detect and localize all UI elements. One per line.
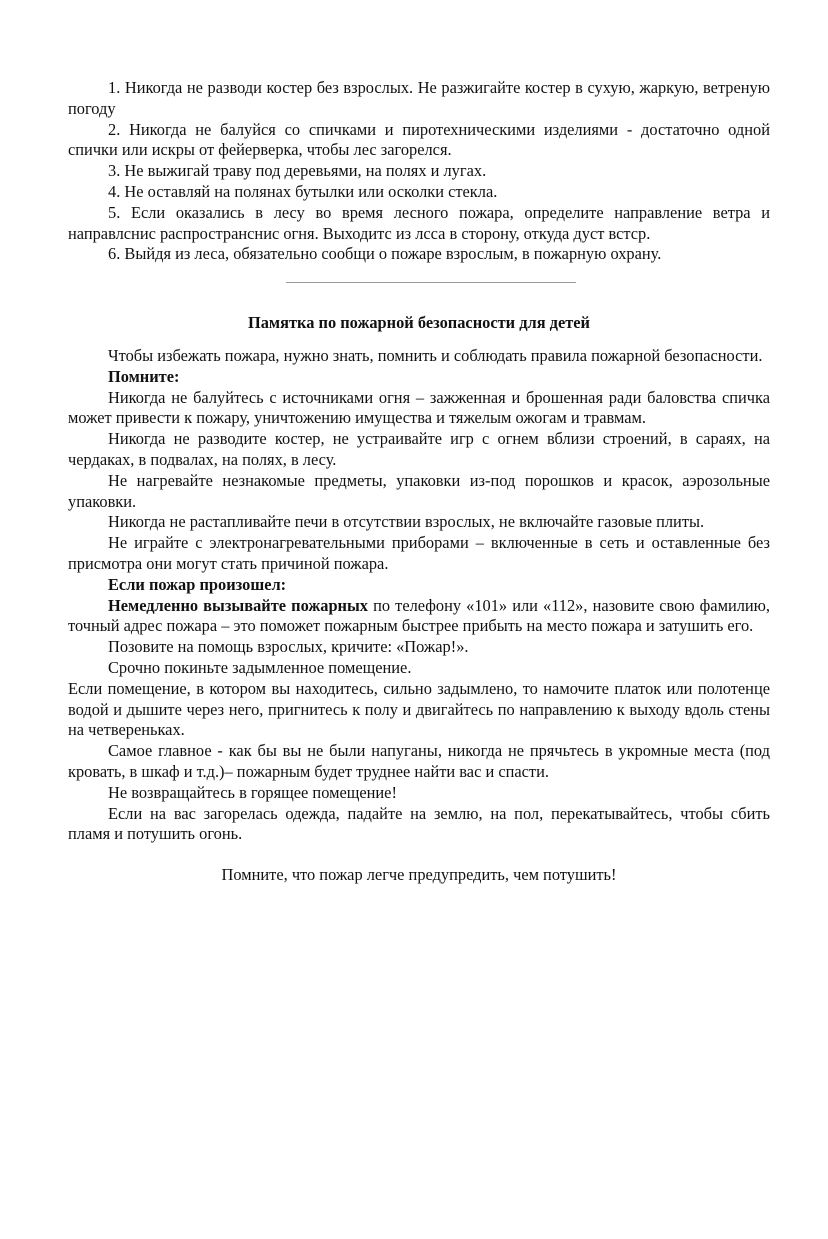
- final-item: Самое главное - как бы вы не были напуганы, никогда не прячьтесь в укромные места (под кровать, в шкаф и т.д.)– пожарным будет труднее найти вас и спасти.: [68, 741, 770, 781]
- rule-item: 3. Не выжигай траву под деревьями, на полях и лугах.: [108, 161, 487, 181]
- remember-item: Никогда не растапливайте печи в отсутствии взрослых, не включайте газовые плиты.: [108, 512, 705, 532]
- rule-item: 2. Никогда не балуйся со спичками и пиротехническими изделиями - достаточно одной спички или искры от фейерверка, чтобы лес загорелся.: [68, 119, 770, 160]
- rule-item: 5. Если оказались в лесу во время лесного пожара, определите направление ветра и направлснис распространснис огня. Выходитс из лсса в сторону, откуда дуст встср.: [68, 202, 770, 243]
- memo-title: Памятка по пожарной безопасности для детей: [247, 313, 590, 333]
- rule-item: 4. Не оставляй на полянах бутылки или осколки стекла.: [108, 181, 498, 201]
- final-item: Не возвращайтесь в горящее помещение!: [108, 782, 397, 802]
- section-divider: [286, 282, 576, 283]
- remember-heading: Помните:: [108, 366, 180, 386]
- memo-intro: Чтобы избежать пожара, нужно знать, помнить и соблюдать правила пожарной безопасности.: [108, 345, 763, 365]
- rule-item: 1. Никогда не разводи костер без взрослых. Не разжигайте костер в сухую, жаркую, ветреную погоду: [68, 78, 770, 118]
- remember-item: Никогда не балуйтесь с источниками огня – зажженная и брошенная ради баловства спичка может привести к пожару, уничтожению имущества и тяжелым ожогам и травмам.: [68, 387, 770, 428]
- rule-item: 6. Выйдя из леса, обязательно сообщи о пожаре взрослым, в пожарную охрану.: [108, 244, 662, 264]
- smoke-paragraph: Если помещение, в котором вы находитесь, сильно задымлено, то намочите платок или полотенце водой и дышите через него, пригнитесь к полу и двигайтесь по направлению к выходу вдоль стены на четвереньках.: [68, 678, 770, 740]
- fire-item: Позовите на помощь взрослых, кричите: «Пожар!».: [108, 637, 469, 657]
- fire-call-text: по телефону «101» или «112», назовите свою фамилию, точный адрес пожара – это поможет пожарным быстрее прибыть на место пожара и затушить его.: [68, 595, 771, 636]
- final-item: Если на вас загорелась одежда, падайте на землю, на пол, перекатывайтесь, чтобы сбить пламя и потушить огонь.: [68, 803, 770, 844]
- fire-item: Срочно покиньте задымленное помещение.: [108, 657, 412, 677]
- fire-call-paragraph: [68, 596, 770, 638]
- closing-statement: Помните, что пожар легче предупредить, чем потушить!: [221, 865, 617, 885]
- remember-item: Не играйте с электронагревательными приборами – включенные в сеть и оставленные без присмотра они могут стать причиной пожара.: [68, 533, 770, 573]
- final-list: [68, 741, 770, 845]
- document-page: [68, 78, 770, 886]
- remember-item: Никогда не разводите костер, не устраивайте игр с огнем вблизи строений, в сараях, на чердаках, в подвалах, на полях, в лесу.: [68, 429, 770, 469]
- forest-rules-list: [68, 78, 770, 265]
- fire-call-emphasis: Немедленно вызывайте пожарных: [108, 595, 368, 615]
- fire-heading: Если пожар произошел:: [108, 574, 287, 594]
- remember-item: Не нагревайте незнакомые предметы, упаковки из-под порошков и красок, аэрозольные упаковки.: [68, 470, 770, 511]
- remember-list: [68, 388, 770, 575]
